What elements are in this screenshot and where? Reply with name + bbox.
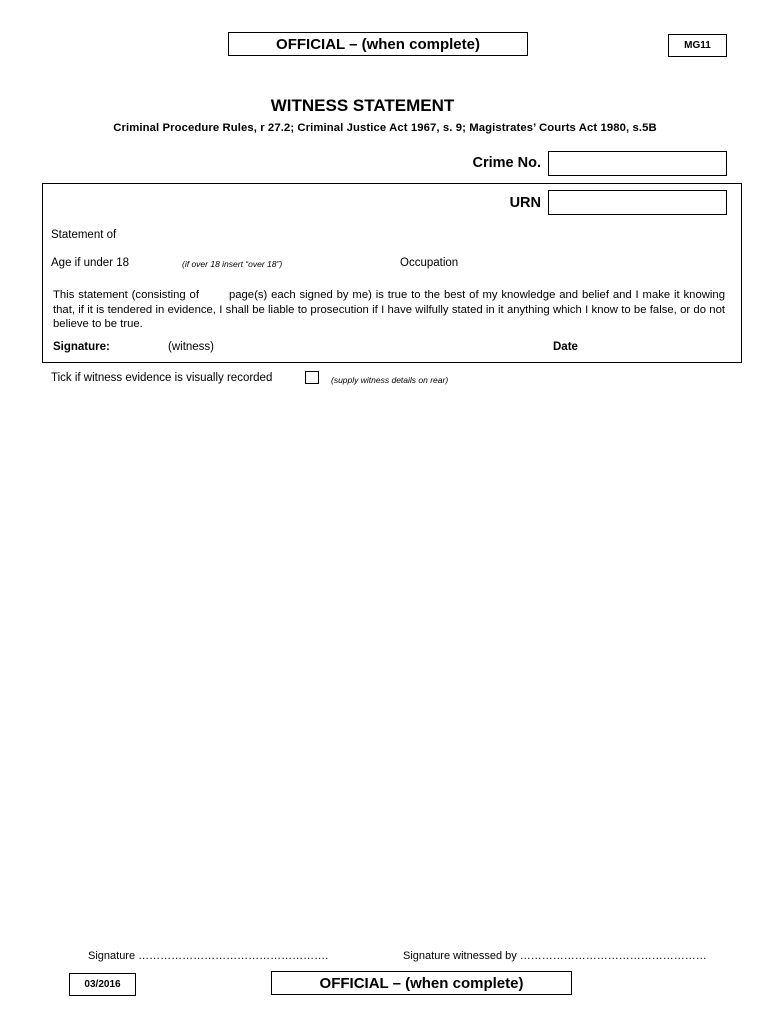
declaration-text [53,288,725,332]
crime-number-label: Crime No. [472,155,541,171]
official-banner-top [228,32,528,56]
witness-label: (witness) [168,341,215,353]
crime-number-field[interactable] [548,151,727,176]
occupation-label: Occupation [400,257,459,269]
age-label: Age if under 18 [51,257,130,269]
form-code-badge [668,34,727,57]
age-hint: (if over 18 insert “over 18”) [182,259,283,269]
date-label: Date [553,341,578,353]
official-banner-bottom-text: OFFICIAL – (when complete) [319,974,524,992]
official-banner-bottom [271,971,572,995]
footer-signature-line: Signature ……………………………………………. [88,950,329,962]
version-text: 03/2016 [84,979,121,990]
document-title: WITNESS STATEMENT [270,96,455,115]
signature-label: Signature: [53,341,110,353]
declaration-part-2: page(s) each signed by me) is true to the best of my knowledge and belief and I make it knowing that, if it is tendered in evidence, I shall be liable to prosecution if I have wilfully stated in it anything which I know to be false, or do not believe to be true. [53,289,725,331]
form-code-text: MG11 [684,40,711,51]
official-banner-top-text: OFFICIAL – (when complete) [276,35,480,53]
statement-of-label: Statement of [51,229,117,241]
urn-label: URN [509,195,541,211]
visual-record-hint: (supply witness details on rear) [331,375,449,385]
visual-record-checkbox[interactable] [305,371,319,384]
document-subtitle: Criminal Procedure Rules, r 27.2; Criminal Justice Act 1967, s. 9; Magistrates’ Courts Act 1980, s.5B [113,122,657,134]
visual-record-label: Tick if witness evidence is visually recorded [51,372,273,384]
declaration-part-1: This statement (consisting of [53,289,199,301]
footer-signature-witnessed-line: Signature witnessed by …………………………………………… [403,950,707,962]
version-badge [69,973,136,996]
urn-field[interactable] [548,190,727,215]
